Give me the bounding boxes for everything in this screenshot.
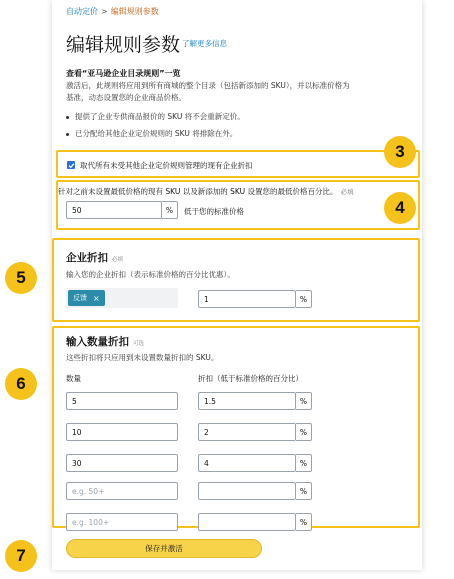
annotation-badge-3: 3 [384, 136, 416, 168]
quantity-input[interactable]: e.g. 100+ [66, 513, 178, 531]
percent-suffix: % [296, 513, 312, 531]
percent-suffix: % [296, 423, 312, 441]
quantity-discount-title-text: 输入数量折扣 [66, 336, 129, 348]
info-bullet [66, 111, 245, 122]
annotation-badge-5: 5 [5, 262, 37, 294]
bullet-dot [66, 116, 69, 119]
business-discount-title-text: 企业折扣 [66, 252, 108, 264]
quantity-discount-title [66, 334, 144, 349]
required-tag: 必填 [112, 257, 124, 263]
breadcrumb-current: 编辑规则参数 [110, 7, 159, 16]
save-and-activate-button[interactable]: 保存并激活 [66, 539, 262, 558]
override-checkbox-label: 取代所有未受其他企业定价规则管理的现有企业折扣 [80, 161, 253, 170]
business-discount-title [66, 250, 123, 265]
annotation-badge-6: 6 [5, 368, 37, 400]
quantity-input[interactable]: 10 [66, 423, 178, 441]
info-heading: 查看“亚马逊企业目录规则”一览 [66, 69, 181, 78]
min-price-label-text: 针对之前未设置最低价格的现有 SKU 以及新添加的 SKU 设置您的最低价格百分比。 [58, 187, 338, 196]
breadcrumb-separator: > [101, 7, 108, 16]
info-paragraph: 激活后，此规则将应用到所有商城的整个目录（包括新添加的 SKU），并以标准价格为基准，动态设置您的企业商品价格。 [66, 81, 350, 102]
optional-tag: 可选 [133, 341, 145, 347]
segment-token[interactable] [68, 290, 105, 306]
percent-suffix: % [296, 482, 312, 500]
quantity-input[interactable]: 30 [66, 454, 178, 472]
discount-input[interactable]: 2 [198, 423, 296, 441]
column-header-discount: 折扣（低于标准价格的百分比） [198, 374, 303, 383]
info-bullet-text: 已分配给其他企业定价规则的 SKU 将排除在外。 [75, 129, 238, 138]
discount-input[interactable]: 1.5 [198, 392, 296, 410]
discount-input[interactable] [198, 513, 296, 531]
close-icon[interactable]: × [93, 293, 100, 303]
percent-suffix: % [296, 454, 312, 472]
annotation-badge-4: 4 [384, 192, 416, 224]
bullet-dot [66, 133, 69, 136]
min-price-input[interactable]: 50 [66, 201, 162, 219]
discount-input[interactable]: 4 [198, 454, 296, 472]
learn-more-link[interactable]: 了解更多信息 [182, 39, 227, 48]
min-price-label [58, 186, 353, 197]
override-checkbox[interactable] [67, 161, 75, 169]
min-price-suffix-text: 低于您的标准价格 [184, 207, 244, 216]
annotation-badge-7: 7 [5, 540, 37, 572]
info-bullet-text: 提供了企业专供商品报价的 SKU 将不会重新定价。 [75, 112, 245, 121]
quantity-input[interactable]: e.g. 50+ [66, 482, 178, 500]
breadcrumb [66, 6, 159, 17]
business-discount-input[interactable]: 1 [198, 290, 296, 308]
quantity-discount-description: 这些折扣将只应用到未设置数量折扣的 SKU。 [66, 353, 219, 362]
page-title: 编辑规则参数 [66, 34, 181, 56]
breadcrumb-parent-link[interactable]: 自动定价 [66, 7, 98, 16]
percent-suffix: % [296, 392, 312, 410]
column-header-quantity: 数量 [66, 374, 81, 383]
discount-input[interactable] [198, 482, 296, 500]
business-discount-description: 输入您的企业折扣（表示标准价格的百分比优惠）。 [66, 270, 235, 279]
info-bullet [66, 128, 237, 139]
percent-suffix: % [296, 290, 312, 308]
segment-token-label: 反馈 [73, 294, 87, 302]
required-tag: 必填 [340, 188, 354, 196]
percent-suffix: % [162, 201, 178, 219]
quantity-input[interactable]: 5 [66, 392, 178, 410]
check-icon [68, 162, 75, 169]
